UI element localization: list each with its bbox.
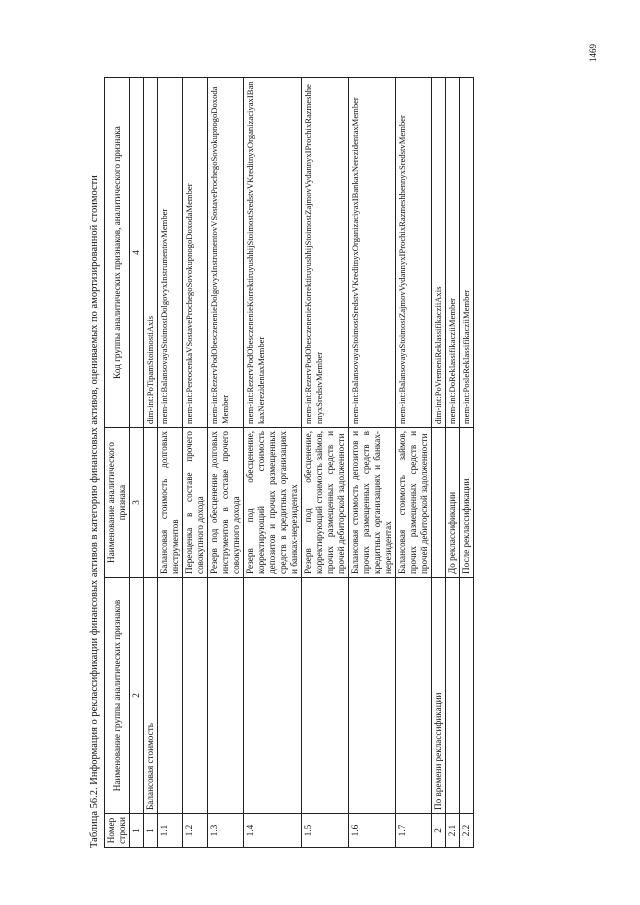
header-row-number: Номер строки	[105, 814, 130, 848]
attribute-name-cell: После реклассификации	[460, 428, 474, 578]
table-row	[432, 78, 446, 848]
table-row	[144, 78, 158, 848]
header-group-name: Наименование группы аналитических признаков	[105, 578, 130, 814]
table-row	[460, 78, 474, 848]
attribute-name-cell: Резерв под обесценение долговых инструментов в составе прочего совокупного дохода	[208, 428, 244, 578]
row-number-cell: 2	[432, 814, 446, 848]
table-row	[349, 78, 396, 848]
group-name-cell	[396, 578, 432, 814]
page-number: 1469	[588, 44, 598, 62]
row-number-cell: 1.5	[302, 814, 349, 848]
group-name-cell: Балансовая стоимость	[144, 578, 158, 814]
table-row	[208, 78, 244, 848]
group-name-cell	[460, 578, 474, 814]
attribute-name-cell: Балансовая стоимость займов, прочих размещенных средств и прочей дебиторской задолженности	[396, 428, 432, 578]
group-name-cell	[302, 578, 349, 814]
row-number-cell: 1.1	[158, 814, 183, 848]
header-number: 4	[130, 78, 144, 428]
table-row	[244, 78, 302, 848]
row-number-cell: 2.1	[446, 814, 460, 848]
group-name-cell	[446, 578, 460, 814]
row-number-cell: 1	[144, 814, 158, 848]
code-cell: mem-int:RezervPodObesczenenieKorrektiruyushhijStoimostZajmovVydannyxIProchixRazmeshhennyxSredstvMember	[302, 78, 349, 428]
attribute-name-cell: Резерв под обесценение, корректирующий стоимость депозитов и прочих размещенных средств в кредитных организациях и банках-нерезидентах	[244, 428, 302, 578]
code-cell: dim-int:PoVremeniReklassifikacziiAxis	[432, 78, 446, 428]
row-number-cell: 1.6	[349, 814, 396, 848]
group-name-cell	[158, 578, 183, 814]
code-cell: mem-int:BalansovayaStoimostSredstvVKreditnyxOrganizaciyaxIBankaxNerezidentaxMember	[349, 78, 396, 428]
row-number-cell: 1.4	[244, 814, 302, 848]
table-row	[183, 78, 208, 848]
header-code: Код группы аналитических признаков, аналитического признака	[105, 78, 130, 428]
group-name-cell	[349, 578, 396, 814]
attribute-name-cell: Переоценка в составе прочего совокупного дохода	[183, 428, 208, 578]
code-cell: mem-int:BalansovayaStoimostZajmovVydannyxIProchixRazmeshhennyxSredstvMember	[396, 78, 432, 428]
attribute-name-cell: Балансовая стоимость депозитов и прочих размещенных средств в кредитных организациях и банках-нерезидентах	[349, 428, 396, 578]
code-cell: mem-int:RezervPodObesczenenieDolgovyxInstrumentovVSostaveProchegoSovokupnogoDoxodaMember	[208, 78, 244, 428]
table-row	[446, 78, 460, 848]
row-number-cell: 1.3	[208, 814, 244, 848]
code-cell: dim-int:PoTipamStoimostiAxis	[144, 78, 158, 428]
header-number: 2	[130, 578, 144, 814]
group-name-cell	[183, 578, 208, 814]
attribute-name-cell: До реклассификации	[446, 428, 460, 578]
group-name-cell	[244, 578, 302, 814]
reclassification-table	[104, 77, 474, 848]
code-cell: mem-int:DoReklassifikacziiMember	[446, 78, 460, 428]
attribute-name-cell	[432, 428, 446, 578]
row-number-cell: 1.7	[396, 814, 432, 848]
code-cell: mem-int:RezervPodObesczenenieKorrektiruyushhijStoimostSredstvVKreditnyxOrganizaciyaxIBankaxNerezidentaxMember	[244, 78, 302, 428]
attribute-name-cell: Балансовая стоимость долговых инструментов	[158, 428, 183, 578]
attribute-name-cell	[144, 428, 158, 578]
row-number-cell: 1.2	[183, 814, 208, 848]
code-cell: mem-int:PosleReklassifikacziiMember	[460, 78, 474, 428]
table-row	[302, 78, 349, 848]
group-name-cell	[208, 578, 244, 814]
code-cell: mem-int:PereocenkaVSostaveProchegoSovokupnogoDoxodaMember	[183, 78, 208, 428]
header-number-row	[130, 78, 144, 848]
table-row	[158, 78, 183, 848]
rotated-sheet	[88, 68, 608, 848]
table-row	[396, 78, 432, 848]
code-cell: mem-int:BalansovayaStoimostDolgovyxInstrumentovMember	[158, 78, 183, 428]
attribute-name-cell: Резерв под обесценение, корректирующий стоимость займов, прочих размещенных средств и прочей дебиторской задолженности	[302, 428, 349, 578]
header-number: 3	[130, 428, 144, 578]
header-attribute-name: Наименование аналитического признака	[105, 428, 130, 578]
header-row	[105, 78, 130, 848]
group-name-cell: По времени реклассификации	[432, 578, 446, 814]
header-number: 1	[130, 814, 144, 848]
table-caption: Таблица 56.2. Информация о реклассификации финансовых активов в категорию финансовых активов, оцениваемых по амортизированной стоимости	[89, 175, 100, 848]
row-number-cell: 2.2	[460, 814, 474, 848]
